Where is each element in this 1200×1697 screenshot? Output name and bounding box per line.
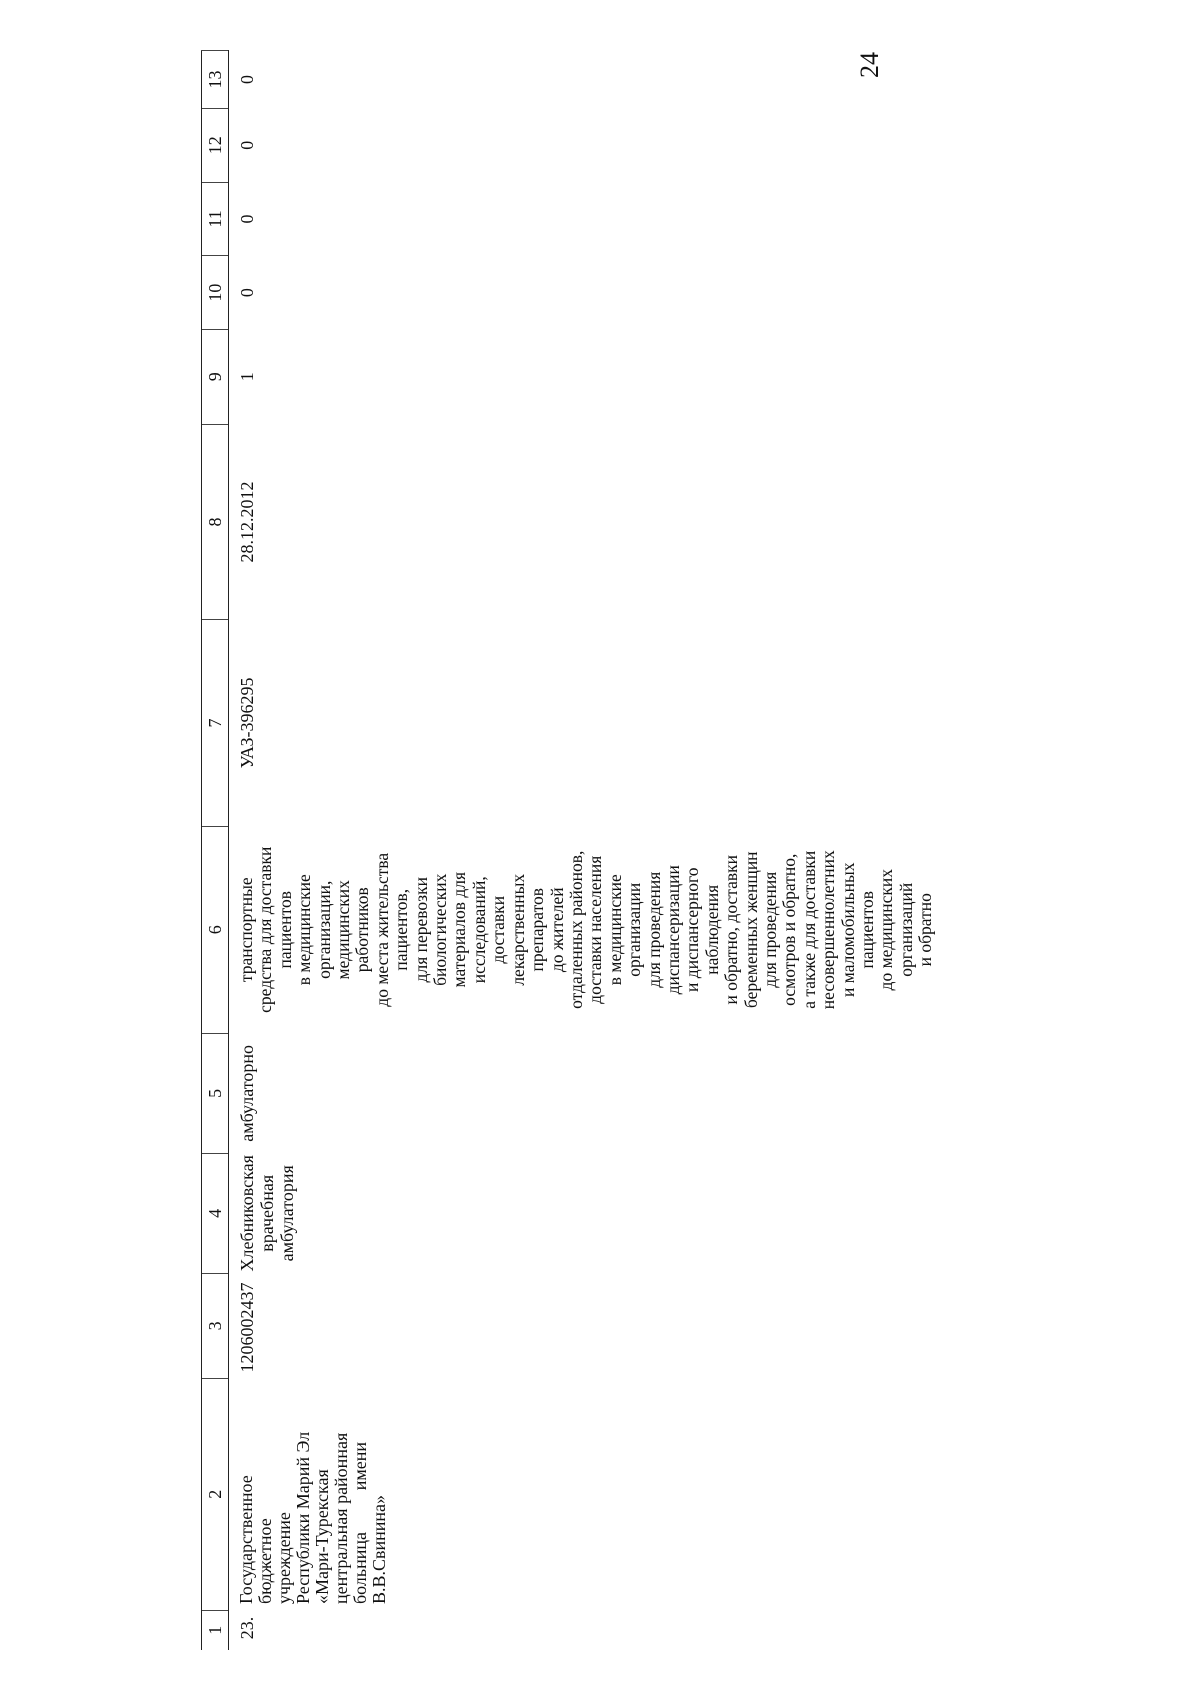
header-cell: 9: [202, 329, 229, 424]
subdivision-line: врачебная: [257, 1174, 277, 1252]
header-cell: 6: [202, 826, 229, 1033]
header-cell: 11: [202, 182, 229, 256]
org-line: центральная районная: [331, 1432, 351, 1605]
purpose-line: отдаленных районов,: [565, 850, 586, 1009]
purpose-line: организации,: [313, 880, 334, 979]
purpose-line: организаций: [895, 882, 916, 977]
purpose-line: и маломобильных: [837, 862, 858, 997]
count-value: 0: [237, 288, 257, 298]
header-cell: 3: [202, 1273, 229, 1378]
org-line: Государственное: [236, 1475, 256, 1605]
purpose-line: пациентов,: [391, 888, 412, 971]
page-number-text: 24: [855, 52, 884, 78]
org-line: бюджетное: [255, 1518, 275, 1605]
purpose-line: исследований,: [468, 876, 489, 984]
count-value: 1: [237, 372, 257, 382]
purpose-line: медицинских: [333, 880, 354, 980]
purpose-line: для проведения: [759, 871, 780, 988]
header-cell: 4: [202, 1153, 229, 1273]
table-row: [229, 51, 936, 1651]
purpose-line: наблюдения: [701, 884, 722, 975]
purpose-line: доставки: [488, 895, 509, 964]
subdivision-line: Хлебниковская: [237, 1155, 257, 1272]
row-number: 23.: [237, 1616, 257, 1640]
purpose-line: в медицинские: [604, 874, 625, 986]
purpose-line: средства для доставки: [255, 846, 276, 1013]
purpose-line: до жителей: [546, 887, 567, 973]
purpose-line: осмотров и обратно,: [779, 853, 800, 1006]
purpose-line: лекарственных: [507, 873, 528, 986]
header-cell: 7: [202, 620, 229, 826]
header-cell: 8: [202, 424, 229, 620]
header-cell: 1: [202, 1610, 229, 1650]
org-word: больница: [350, 1532, 370, 1605]
count-value: 0: [237, 140, 257, 150]
purpose-line: материалов для: [449, 871, 470, 988]
org-line: [351, 1442, 370, 1604]
purpose-line: несовершеннолетних: [818, 850, 839, 1010]
organization-name: [229, 1379, 936, 1611]
table-header-row: [202, 51, 229, 1651]
purpose-line: диспансеризации: [662, 865, 683, 995]
purpose-line: для проведения: [643, 871, 664, 988]
purpose-line: доставки населения: [585, 855, 606, 1004]
count-value: 0: [237, 214, 257, 224]
purpose-line: пациентов: [857, 891, 877, 969]
vehicle-table: [201, 50, 936, 1650]
purpose-line: до места жительства: [371, 852, 392, 1007]
purpose-line: пациентов: [274, 891, 295, 969]
purpose-line: до медицинских: [876, 869, 897, 991]
care-type: амбулаторно: [237, 1044, 257, 1142]
purpose-line: работников: [352, 887, 373, 973]
rotated-table-container: [201, 50, 981, 1650]
header-cell: 5: [202, 1033, 229, 1153]
header-cell: 13: [202, 51, 229, 109]
purpose-line: препаратов: [527, 887, 548, 972]
count-value: 0: [237, 74, 257, 84]
header-cell: 10: [202, 256, 229, 330]
org-word: имени: [350, 1442, 370, 1491]
org-line: «Мари-Турекская: [312, 1469, 332, 1605]
org-line: учреждение: [274, 1512, 294, 1605]
purpose-line: беременных женщин: [740, 851, 761, 1009]
purpose-line: для перевозки: [410, 877, 431, 983]
purpose-line: а также для доставки: [798, 850, 819, 1009]
purpose-line: и обратно, доставки: [721, 854, 742, 1005]
purpose-line: в медицинские: [294, 874, 315, 986]
subdivision-name: [229, 1153, 936, 1273]
header-cell: 2: [202, 1379, 229, 1611]
org-line: Республики Марий Эл: [293, 1431, 313, 1605]
vehicle-purpose: [229, 826, 936, 1033]
purpose-line: и диспансерного: [682, 867, 703, 992]
vehicle-model: УАЗ-396295: [237, 677, 257, 769]
registration-date: 28.12.2012: [237, 481, 257, 563]
purpose-line: организации: [624, 882, 645, 977]
purpose-line: биологических: [430, 873, 451, 986]
subdivision-line: амбулатория: [277, 1165, 297, 1262]
header-cell: 12: [202, 108, 229, 182]
inn-value: 1206002437: [237, 1282, 257, 1373]
org-line: В.В.Свинина»: [369, 1494, 389, 1605]
purpose-line: транспортные: [236, 877, 256, 983]
purpose-line: и обратно: [915, 893, 936, 967]
